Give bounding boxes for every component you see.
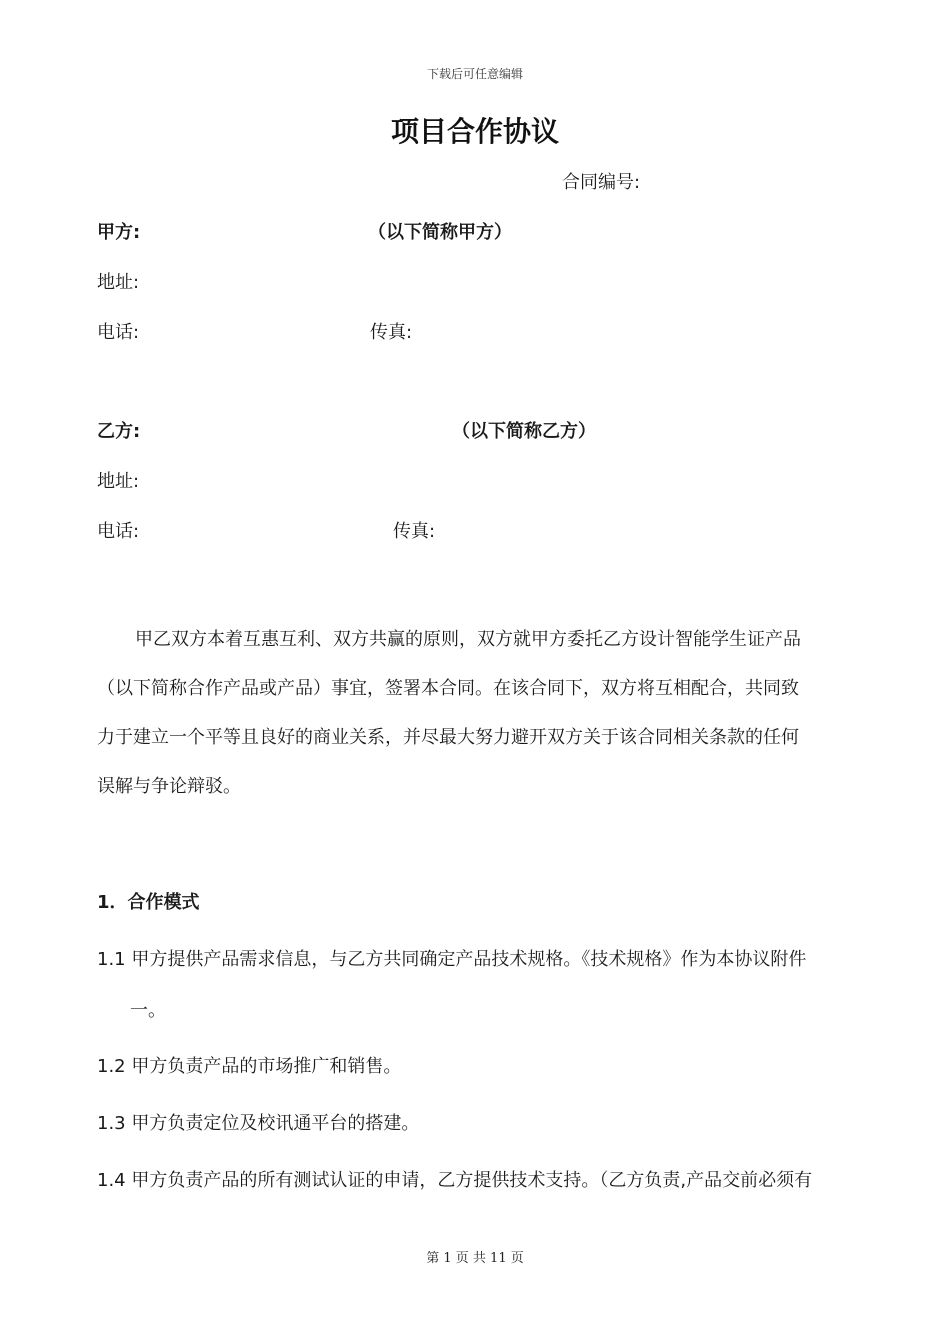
party-b-label: 乙方:	[97, 421, 141, 442]
intro-line: 甲乙双方本着互惠互利、双方共赢的原则，双方就甲方委托乙方设计智能学生证产品	[135, 629, 801, 650]
page-footer: 第 1 页 共 11 页	[426, 1251, 524, 1266]
clause-1-1-continuation: 一。	[130, 1000, 166, 1021]
party-b-address-label: 地址:	[97, 471, 140, 492]
party-b-fax-label: 传真:	[393, 521, 436, 542]
clause-1-1: 1.1 甲方提供产品需求信息，与乙方共同确定产品技术规格。《技术规格》作为本协议附件	[97, 949, 807, 970]
header-note: 下载后可任意编辑	[426, 67, 523, 81]
party-a-phone-label: 电话:	[97, 322, 140, 343]
party-a-label: 甲方:	[97, 222, 141, 243]
party-a-fax-label: 传真:	[370, 322, 413, 343]
clause-1-3: 1.3 甲方负责定位及校讯通平台的搭建。	[97, 1113, 420, 1134]
section-heading: 1．合作模式	[97, 892, 200, 913]
party-a-address-label: 地址:	[97, 272, 140, 293]
clause-1-2: 1.2 甲方负责产品的市场推广和销售。	[97, 1056, 402, 1077]
intro-line: （以下简称合作产品或产品）事宜，签署本合同。在该合同下，双方将互相配合，共同致	[97, 678, 799, 699]
clause-1-4: 1.4 甲方负责产品的所有测试认证的申请，乙方提供技术支持。（乙方负责,产品交前必须有	[97, 1170, 813, 1191]
party-b-alias: （以下简称乙方）	[452, 421, 596, 442]
party-a-alias: （以下简称甲方）	[368, 222, 512, 243]
intro-line: 力于建立一个平等且良好的商业关系，并尽最大努力避开双方关于该合同相关条款的任何	[97, 727, 799, 748]
party-b-phone-label: 电话:	[97, 521, 140, 542]
contract-number-label: 合同编号:	[562, 172, 641, 193]
document-title: 项目合作协议	[390, 115, 559, 148]
intro-line: 误解与争论辩驳。	[97, 776, 241, 797]
